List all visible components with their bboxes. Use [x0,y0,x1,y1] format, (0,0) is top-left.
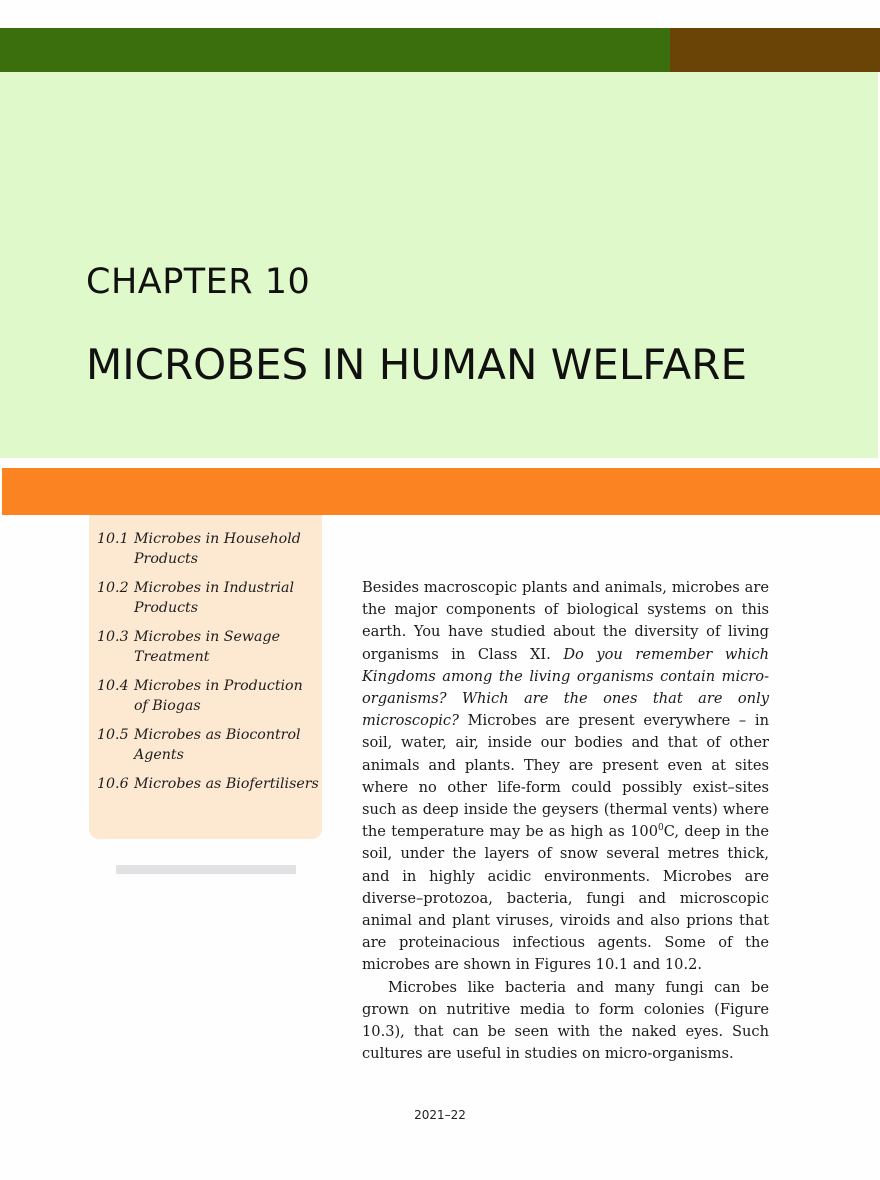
paragraph-text: C, deep in the soil, under the layers of snow several metres thick, and in highly acidic environments. Microbes are diverse–protozoa, bacteria, fungi and microscopic animal and plant viruses, viroids and also prions that are proteinacious infectious agents. Some of the microbes are shown in Figures 10.1 and 10.2. [362,823,769,974]
toc-number: 10.1 [97,531,129,547]
toc-label: Microbes in Household Products [134,531,301,567]
toc-label: Microbes in Production of Biogas [134,678,303,714]
toc-label: Microbes in Sewage Treatment [134,629,280,665]
toc-label: Microbes as Biofertilisers [134,776,319,792]
decorative-divider [116,865,296,874]
toc-label: Microbes in Industrial Products [134,580,295,616]
toc-number: 10.5 [97,727,129,743]
top-brown-bar [670,28,880,72]
paragraph-text: Besides macroscopic plants and animals, microbes are the major components of biological systems on this earth. You have studied about the diversity of living organisms in Class XI. [362,579,769,663]
toc-number: 10.4 [97,678,129,694]
paragraph: Microbes like bacteria and many fungi can be grown on nutritive media to form colonies (Figure 10.3), that can be seen with the naked eyes. Such cultures are useful in studies on micro-organisms. [362,978,769,1063]
toc-number: 10.3 [97,629,129,645]
paragraph [362,577,769,977]
chapter-contents-box [89,515,322,839]
orange-divider-bar [2,468,880,515]
chapter-number: CHAPTER 10 [86,262,311,302]
toc-number: 10.2 [97,580,129,596]
degree-superscript: 0 [658,823,664,834]
chapter-title: MICROBES IN HUMAN WELFARE [86,340,747,389]
italic-question: Do you remember which Kingdoms among the living organisms contain micro-organisms? Which are the ones that are only microscopic? [362,645,769,730]
top-green-bar [0,28,670,72]
paragraph-text: Microbes are present everywhere – in soil, water, air, inside our bodies and that of other animals and plants. They are present even at sites where no other life-form could possibly exist–sites such as deep inside the geysers (thermal vents) where the temperature may be as high as 100 [362,712,769,841]
toc-number: 10.6 [97,776,129,792]
chapter-body [362,577,769,1065]
toc-label: Microbes as Biocontrol Agents [134,727,301,763]
page-footer-year: 2021–22 [414,1108,466,1122]
